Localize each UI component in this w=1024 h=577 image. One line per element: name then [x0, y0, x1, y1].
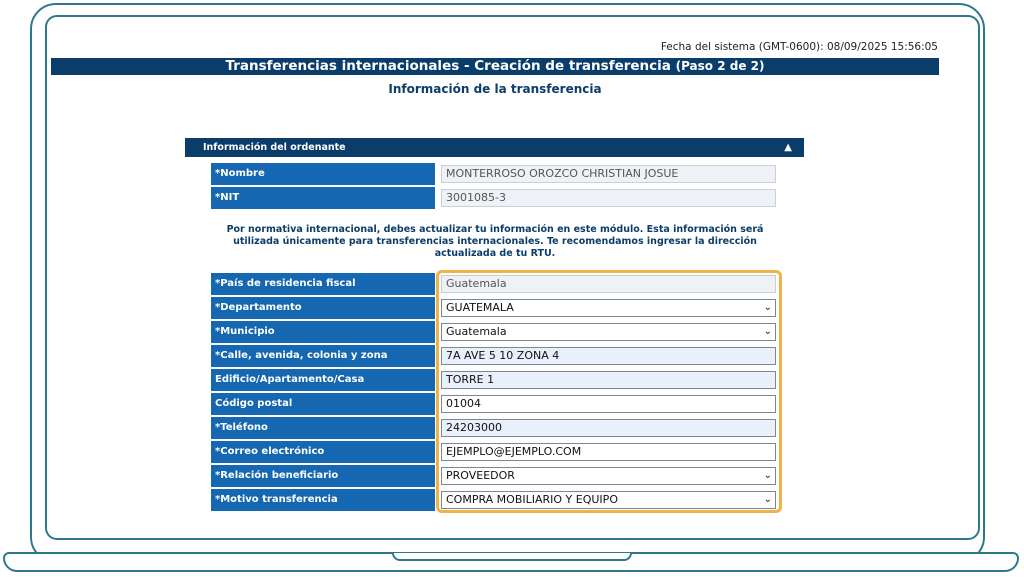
label-codigo-postal: Código postal — [211, 393, 435, 415]
page-title: Transferencias internacionales - Creación de transferencia — [225, 58, 671, 74]
pais-field: Guatemala — [441, 275, 776, 293]
row-codigo-postal — [211, 393, 777, 415]
label-departamento: *Departamento — [211, 297, 435, 319]
chevron-down-icon: ⌄ — [763, 470, 772, 481]
row-pais — [211, 273, 777, 295]
label-relacion: *Relación beneficiario — [211, 465, 435, 487]
departamento-select[interactable] — [441, 299, 776, 317]
row-relacion — [211, 465, 777, 487]
chevron-down-icon: ⌄ — [763, 494, 772, 505]
page-title-bar — [51, 58, 939, 75]
step-indicator: (Paso 2 de 2) — [675, 59, 765, 73]
label-telefono: *Teléfono — [211, 417, 435, 439]
page-subtitle: Información de la transferencia — [388, 82, 602, 96]
correo-input[interactable]: EJEMPLO@EJEMPLO.COM — [441, 443, 776, 461]
label-motivo: *Motivo transferencia — [211, 489, 435, 511]
section-header-ordenante[interactable] — [185, 138, 804, 157]
nombre-field: MONTERROSO OROZCO CHRISTIAN JOSUE — [441, 165, 776, 183]
label-direccion: *Calle, avenida, colonia y zona — [211, 345, 435, 367]
chevron-down-icon: ⌄ — [763, 326, 772, 337]
row-edificio — [211, 369, 777, 391]
motivo-select[interactable] — [441, 491, 776, 509]
direccion-input[interactable]: 7A AVE 5 10 ZONA 4 — [441, 347, 776, 365]
label-municipio: *Municipio — [211, 321, 435, 343]
motivo-value: COMPRA MOBILIARIO Y EQUIPO — [446, 493, 618, 506]
row-departamento — [211, 297, 777, 319]
telefono-input[interactable]: 24203000 — [441, 419, 776, 437]
row-motivo — [211, 489, 777, 511]
regulation-notice: Por normativa internacional, debes actualizar tu información en este módulo. Esta información será utilizada únicamente para transferencias internacionales. Te recomendamos ingresar la dirección actualizada de tu RTU. — [226, 224, 764, 259]
municipio-value: Guatemala — [446, 325, 507, 338]
edificio-input[interactable]: TORRE 1 — [441, 371, 776, 389]
label-correo: *Correo electrónico — [211, 441, 435, 463]
row-telefono — [211, 417, 777, 439]
row-nit — [211, 187, 777, 209]
laptop-notch — [392, 553, 632, 561]
municipio-select[interactable] — [441, 323, 776, 341]
collapse-icon[interactable]: ▲ — [784, 142, 792, 153]
row-direccion — [211, 345, 777, 367]
departamento-value: GUATEMALA — [446, 301, 514, 314]
relacion-value: PROVEEDOR — [446, 469, 515, 482]
label-nombre: *Nombre — [211, 163, 435, 185]
row-correo — [211, 441, 777, 463]
codigo-postal-input[interactable]: 01004 — [441, 395, 776, 413]
system-date: Fecha del sistema (GMT-0600): 08/09/2025 15:56:05 — [660, 41, 938, 53]
row-municipio — [211, 321, 777, 343]
label-edificio: Edificio/Apartamento/Casa — [211, 369, 435, 391]
row-nombre — [211, 163, 777, 185]
label-pais: *País de residencia fiscal — [211, 273, 435, 295]
nit-field: 3001085-3 — [441, 189, 776, 207]
label-nit: *NIT — [211, 187, 435, 209]
chevron-down-icon: ⌄ — [763, 302, 772, 313]
section-title: Información del ordenante — [203, 142, 346, 153]
relacion-select[interactable] — [441, 467, 776, 485]
